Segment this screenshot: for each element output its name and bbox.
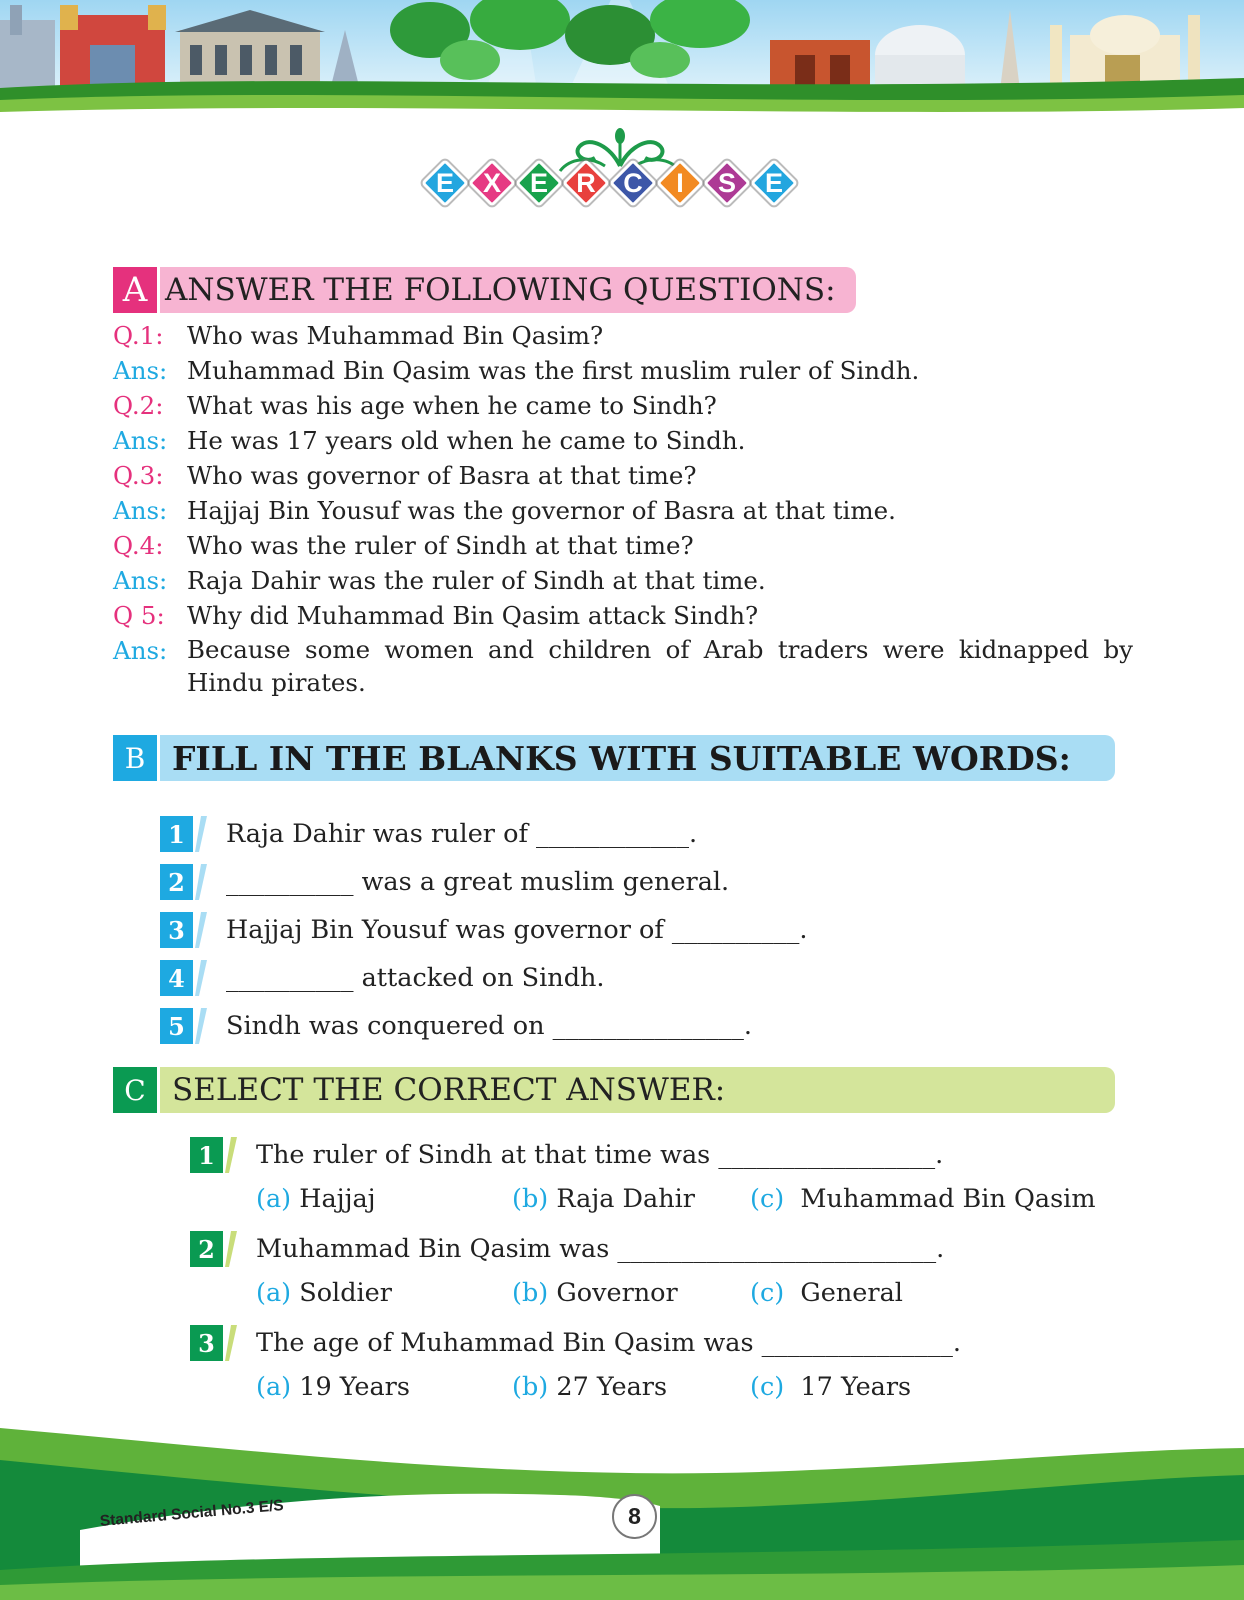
exercise-letter: E	[514, 158, 562, 206]
question-tag: Q.1:	[113, 321, 164, 350]
question-tag: Q 5:	[113, 601, 165, 630]
landmarks-illustration	[0, 0, 1244, 125]
mcq-options	[190, 1272, 1140, 1320]
number-badge: 2	[190, 1231, 240, 1267]
answer-row	[113, 353, 1133, 388]
fill-blanks-list	[160, 810, 1060, 1050]
section-title-bar	[160, 1067, 1115, 1113]
option-a: (a) Soldier	[256, 1278, 392, 1308]
exercise-letter: E	[749, 158, 797, 206]
blank-text: __________ was a great muslim general.	[226, 867, 730, 897]
number-badge: 2	[160, 864, 210, 900]
exercise-letter: E	[420, 158, 468, 206]
list-item	[160, 1002, 1060, 1050]
question-text: Why did Muhammad Bin Qasim attack Sindh?	[187, 601, 759, 630]
blank-text: __________ attacked on Sindh.	[226, 963, 605, 993]
option-b: (b) 27 Years	[512, 1372, 668, 1402]
answer-text: Muhammad Bin Qasim was the first muslim ruler of Sindh.	[187, 356, 920, 385]
option-c: (c) 17 Years	[750, 1372, 912, 1402]
blank-text: Sindh was conquered on _______________.	[226, 1011, 752, 1041]
answer-tag: Ans:	[113, 636, 168, 665]
mcq-options	[190, 1178, 1140, 1226]
answer-row	[113, 633, 1133, 699]
number-badge: 3	[160, 912, 210, 948]
answer-tag: Ans:	[113, 426, 168, 455]
answer-text: Raja Dahir was the ruler of Sindh at that time.	[187, 566, 766, 595]
blank-text: Raja Dahir was ruler of ____________.	[226, 819, 698, 849]
question-row	[113, 528, 1133, 563]
mcq-question	[190, 1226, 1140, 1272]
exercise-letter: X	[467, 158, 515, 206]
answer-row	[113, 423, 1133, 458]
multiple-choice-list	[190, 1132, 1140, 1414]
question-tag: Q.4:	[113, 531, 164, 560]
exercise-letter: R	[561, 158, 609, 206]
section-letter: B	[113, 735, 157, 781]
page-number: 8	[612, 1494, 657, 1539]
section-a-header	[113, 267, 856, 313]
mcq-question	[190, 1132, 1140, 1178]
option-b: (b) Governor	[512, 1278, 678, 1308]
number-badge: 4	[160, 960, 210, 996]
list-item	[160, 858, 1060, 906]
section-title: ANSWER THE FOLLOWING QUESTIONS:	[165, 272, 836, 308]
question-text: Who was the ruler of Sindh at that time?	[187, 531, 694, 560]
section-title-bar	[160, 267, 856, 313]
exercise-letter: S	[702, 158, 750, 206]
answer-row	[113, 493, 1133, 528]
option-c: (c) Muhammad Bin Qasim	[750, 1184, 1096, 1214]
question-tag: Q.2:	[113, 391, 164, 420]
question-row	[113, 458, 1133, 493]
question-row	[113, 388, 1133, 423]
section-title: SELECT THE CORRECT ANSWER:	[172, 1072, 726, 1108]
question-answer-list	[113, 318, 1133, 699]
option-c: (c) General	[750, 1278, 903, 1308]
list-item	[160, 906, 1060, 954]
blank-text: Hajjaj Bin Yousuf was governor of __________.	[226, 915, 808, 945]
exercise-title	[420, 126, 820, 226]
header-banner	[0, 0, 1244, 125]
exercise-letter: I	[655, 158, 703, 206]
question-text: Who was Muhammad Bin Qasim?	[187, 321, 604, 350]
answer-tag: Ans:	[113, 496, 168, 525]
answer-row	[113, 563, 1133, 598]
mcq-question	[190, 1320, 1140, 1366]
section-b-header	[113, 735, 1115, 781]
option-b: (b) Raja Dahir	[512, 1184, 695, 1214]
answer-tag: Ans:	[113, 356, 168, 385]
exercise-letters	[420, 158, 796, 206]
question-text: Who was governor of Basra at that time?	[187, 461, 697, 490]
question-row	[113, 598, 1133, 633]
section-c-header	[113, 1067, 1115, 1113]
question-tag: Q.3:	[113, 461, 164, 490]
question-text: What was his age when he came to Sindh?	[187, 391, 717, 420]
section-title: FILL IN THE BLANKS WITH SUITABLE WORDS:	[172, 738, 1071, 778]
list-item	[160, 954, 1060, 1002]
section-letter: C	[113, 1067, 157, 1113]
question-text: The ruler of Sindh at that time was _________________.	[256, 1140, 944, 1170]
section-title-bar	[160, 735, 1115, 781]
book-title: Standard Social No.3 E/S	[99, 1496, 285, 1530]
answer-text: Because some women and children of Arab traders were kidnapped by Hindu pirates.	[187, 635, 1133, 697]
exercise-letter: C	[608, 158, 656, 206]
mcq-options	[190, 1366, 1140, 1414]
answer-tag: Ans:	[113, 566, 168, 595]
answer-text: He was 17 years old when he came to Sindh.	[187, 426, 746, 455]
option-a: (a) Hajjaj	[256, 1184, 376, 1214]
option-a: (a) 19 Years	[256, 1372, 410, 1402]
number-badge: 5	[160, 1008, 210, 1044]
number-badge: 1	[190, 1137, 240, 1173]
section-letter: A	[113, 267, 157, 313]
question-text: Muhammad Bin Qasim was _________________________.	[256, 1234, 945, 1264]
number-badge: 3	[190, 1325, 240, 1361]
answer-text: Hajjaj Bin Yousuf was the governor of Basra at that time.	[187, 496, 896, 525]
list-item	[160, 810, 1060, 858]
number-badge: 1	[160, 816, 210, 852]
question-text: The age of Muhammad Bin Qasim was _______________.	[256, 1328, 962, 1358]
question-row	[113, 318, 1133, 353]
